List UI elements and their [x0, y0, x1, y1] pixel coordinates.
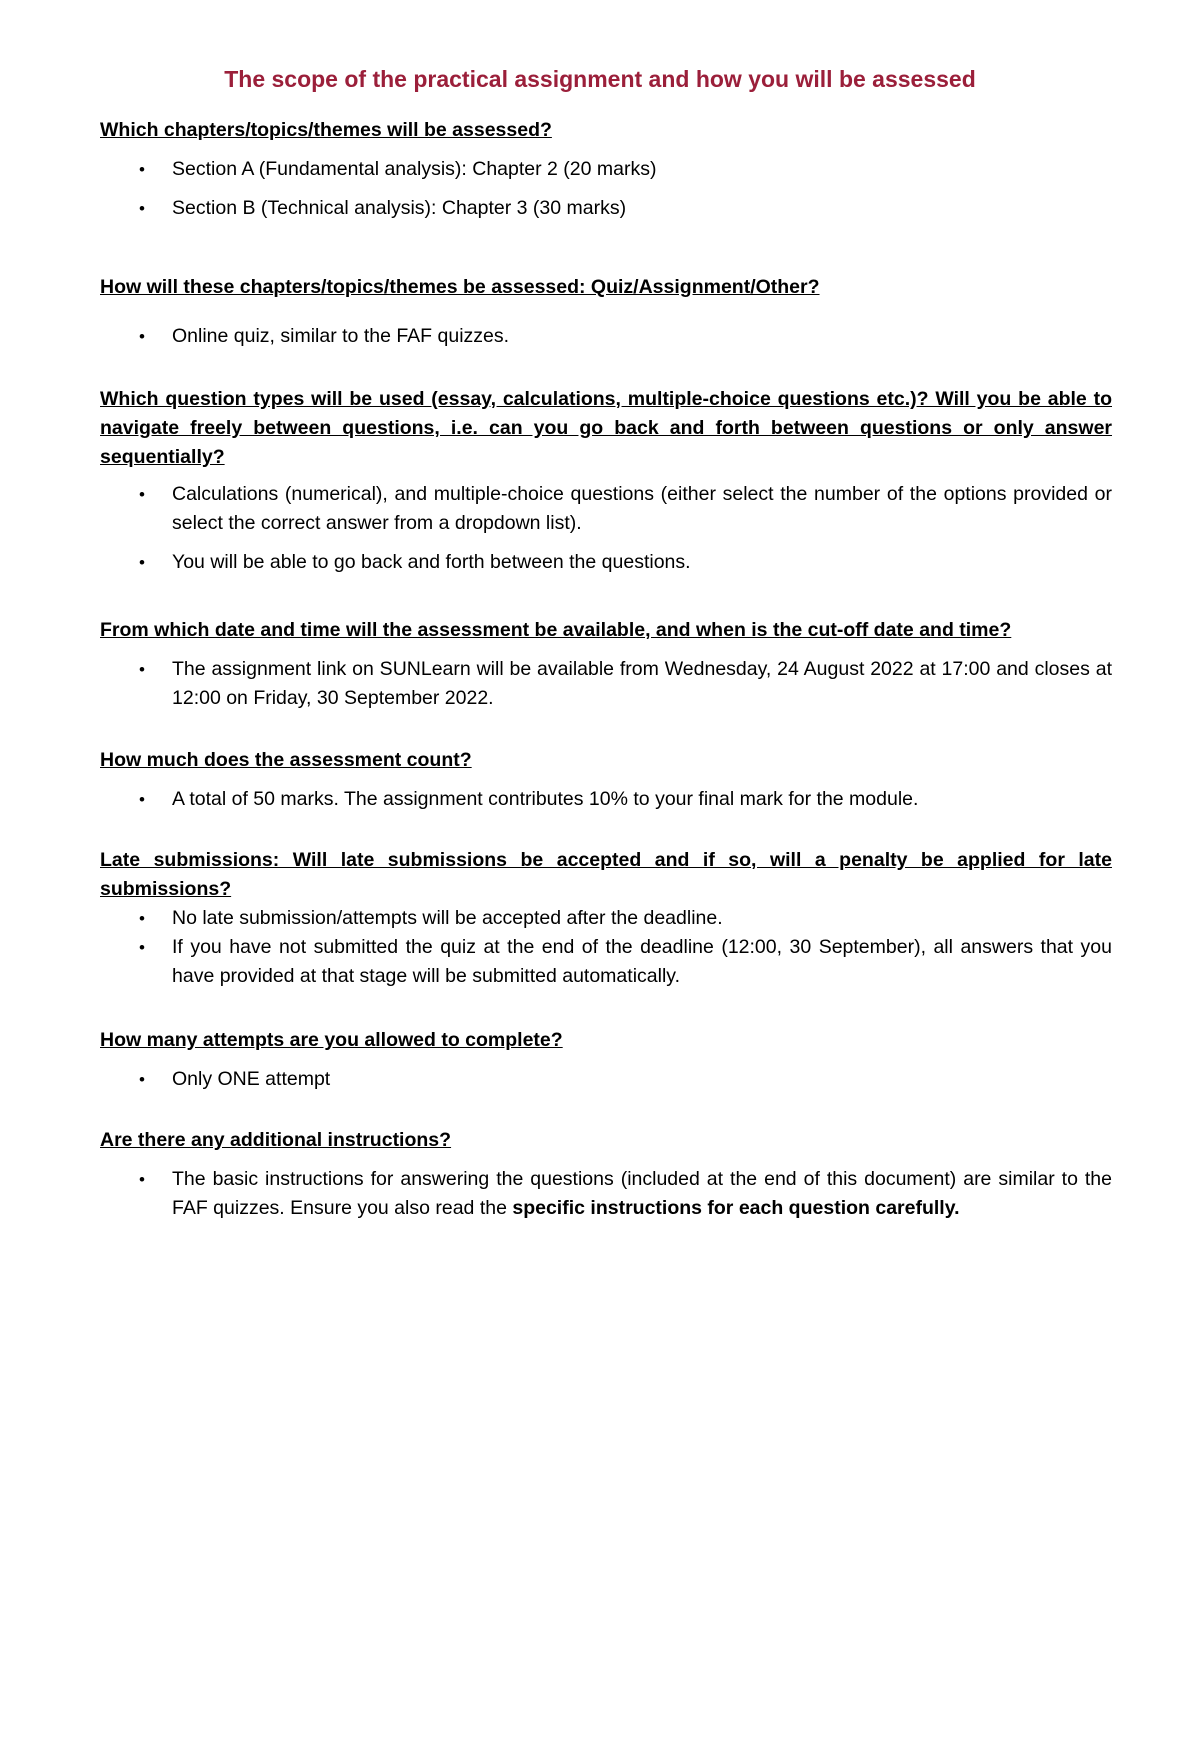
bullet-icon: • — [139, 485, 145, 504]
bullet-icon: • — [139, 1070, 145, 1089]
list-item-text: If you have not submitted the quiz at the end of the deadline (12:00, 30 September), all answers that you have provided at that stage will be submitted automatically. — [172, 936, 1112, 987]
bullet-list — [100, 1165, 1112, 1223]
section-heading: How many attempts are you allowed to complete? — [100, 1029, 563, 1051]
list-item — [100, 785, 1112, 814]
bullet-list — [100, 155, 1112, 223]
list-item-text: Section B (Technical analysis): Chapter 3 (30 marks) — [172, 197, 627, 219]
section-heading: Late submissions: Will late submissions be accepted and if so, will a penalty be applied for late submissions? — [100, 849, 1112, 900]
section-heading: How will these chapters/topics/themes be assessed: Quiz/Assignment/Other? — [100, 276, 820, 298]
section-assessment-weight — [100, 746, 1112, 814]
document-title: The scope of the practical assignment and how you will be assessed — [224, 66, 976, 92]
bullet-icon: • — [139, 1170, 145, 1189]
section-question-types — [100, 385, 1112, 577]
list-item-text: The basic instructions for answering the questions (included at the end of this document) are similar to the FAF quizzes. Ensure you also read the — [172, 1168, 1112, 1219]
bullet-icon: • — [139, 327, 145, 346]
list-item-text: No late submission/attempts will be accepted after the deadline. — [172, 907, 723, 929]
bullet-list — [100, 904, 1112, 991]
bullet-icon: • — [139, 909, 145, 928]
section-additional-instructions — [100, 1126, 1112, 1223]
list-item-text: You will be able to go back and forth between the questions. — [172, 551, 691, 573]
bullet-icon: • — [139, 660, 145, 679]
list-item — [100, 933, 1112, 991]
section-heading: How much does the assessment count? — [100, 749, 472, 771]
bullet-list — [100, 322, 1112, 351]
bullet-list — [100, 1065, 1112, 1094]
list-item — [100, 904, 1112, 933]
list-item-bold-text: specific instructions for each question carefully. — [512, 1197, 960, 1219]
section-heading: From which date and time will the assessment be available, and when is the cut-off date and time? — [100, 619, 1012, 641]
bullet-list — [100, 655, 1112, 713]
list-item-text: A total of 50 marks. The assignment contributes 10% to your final mark for the module. — [172, 788, 919, 810]
list-item-text: The assignment link on SUNLearn will be available from Wednesday, 24 August 2022 at 17:00 and closes at 12:00 on Friday, 30 September 2022. — [172, 658, 1112, 709]
bullet-icon: • — [139, 199, 145, 218]
list-item — [100, 548, 1112, 577]
list-item-text: Section A (Fundamental analysis): Chapter 2 (20 marks) — [172, 158, 657, 180]
bullet-icon: • — [139, 938, 145, 957]
list-item — [100, 1065, 1112, 1094]
section-assessment-method — [100, 273, 1112, 351]
section-heading: Which chapters/topics/themes will be assessed? — [100, 119, 552, 141]
list-item — [100, 155, 1112, 184]
bullet-icon: • — [139, 790, 145, 809]
list-item — [100, 322, 1112, 351]
list-item — [100, 1165, 1112, 1223]
bullet-icon: • — [139, 160, 145, 179]
list-item — [100, 480, 1112, 538]
section-attempts — [100, 1026, 1112, 1094]
bullet-list — [100, 785, 1112, 814]
list-item — [100, 655, 1112, 713]
section-heading: Are there any additional instructions? — [100, 1129, 452, 1151]
bullet-icon: • — [139, 553, 145, 572]
section-availability-dates — [100, 616, 1112, 713]
list-item-text: Only ONE attempt — [172, 1068, 331, 1090]
section-chapters-assessed — [100, 116, 1112, 223]
section-heading: Which question types will be used (essay, calculations, multiple-choice questions etc.)? Will you be able to navigate freely between questions, i.e. can you go back and forth between questions or only answer sequentially? — [100, 388, 1112, 468]
list-item-text: Calculations (numerical), and multiple-choice questions (either select the number of the options provided or select the correct answer from a dropdown list). — [172, 483, 1112, 534]
list-item-text: Online quiz, similar to the FAF quizzes. — [172, 325, 510, 347]
list-item — [100, 194, 1112, 223]
section-late-submissions — [100, 846, 1112, 991]
bullet-list — [100, 480, 1112, 577]
